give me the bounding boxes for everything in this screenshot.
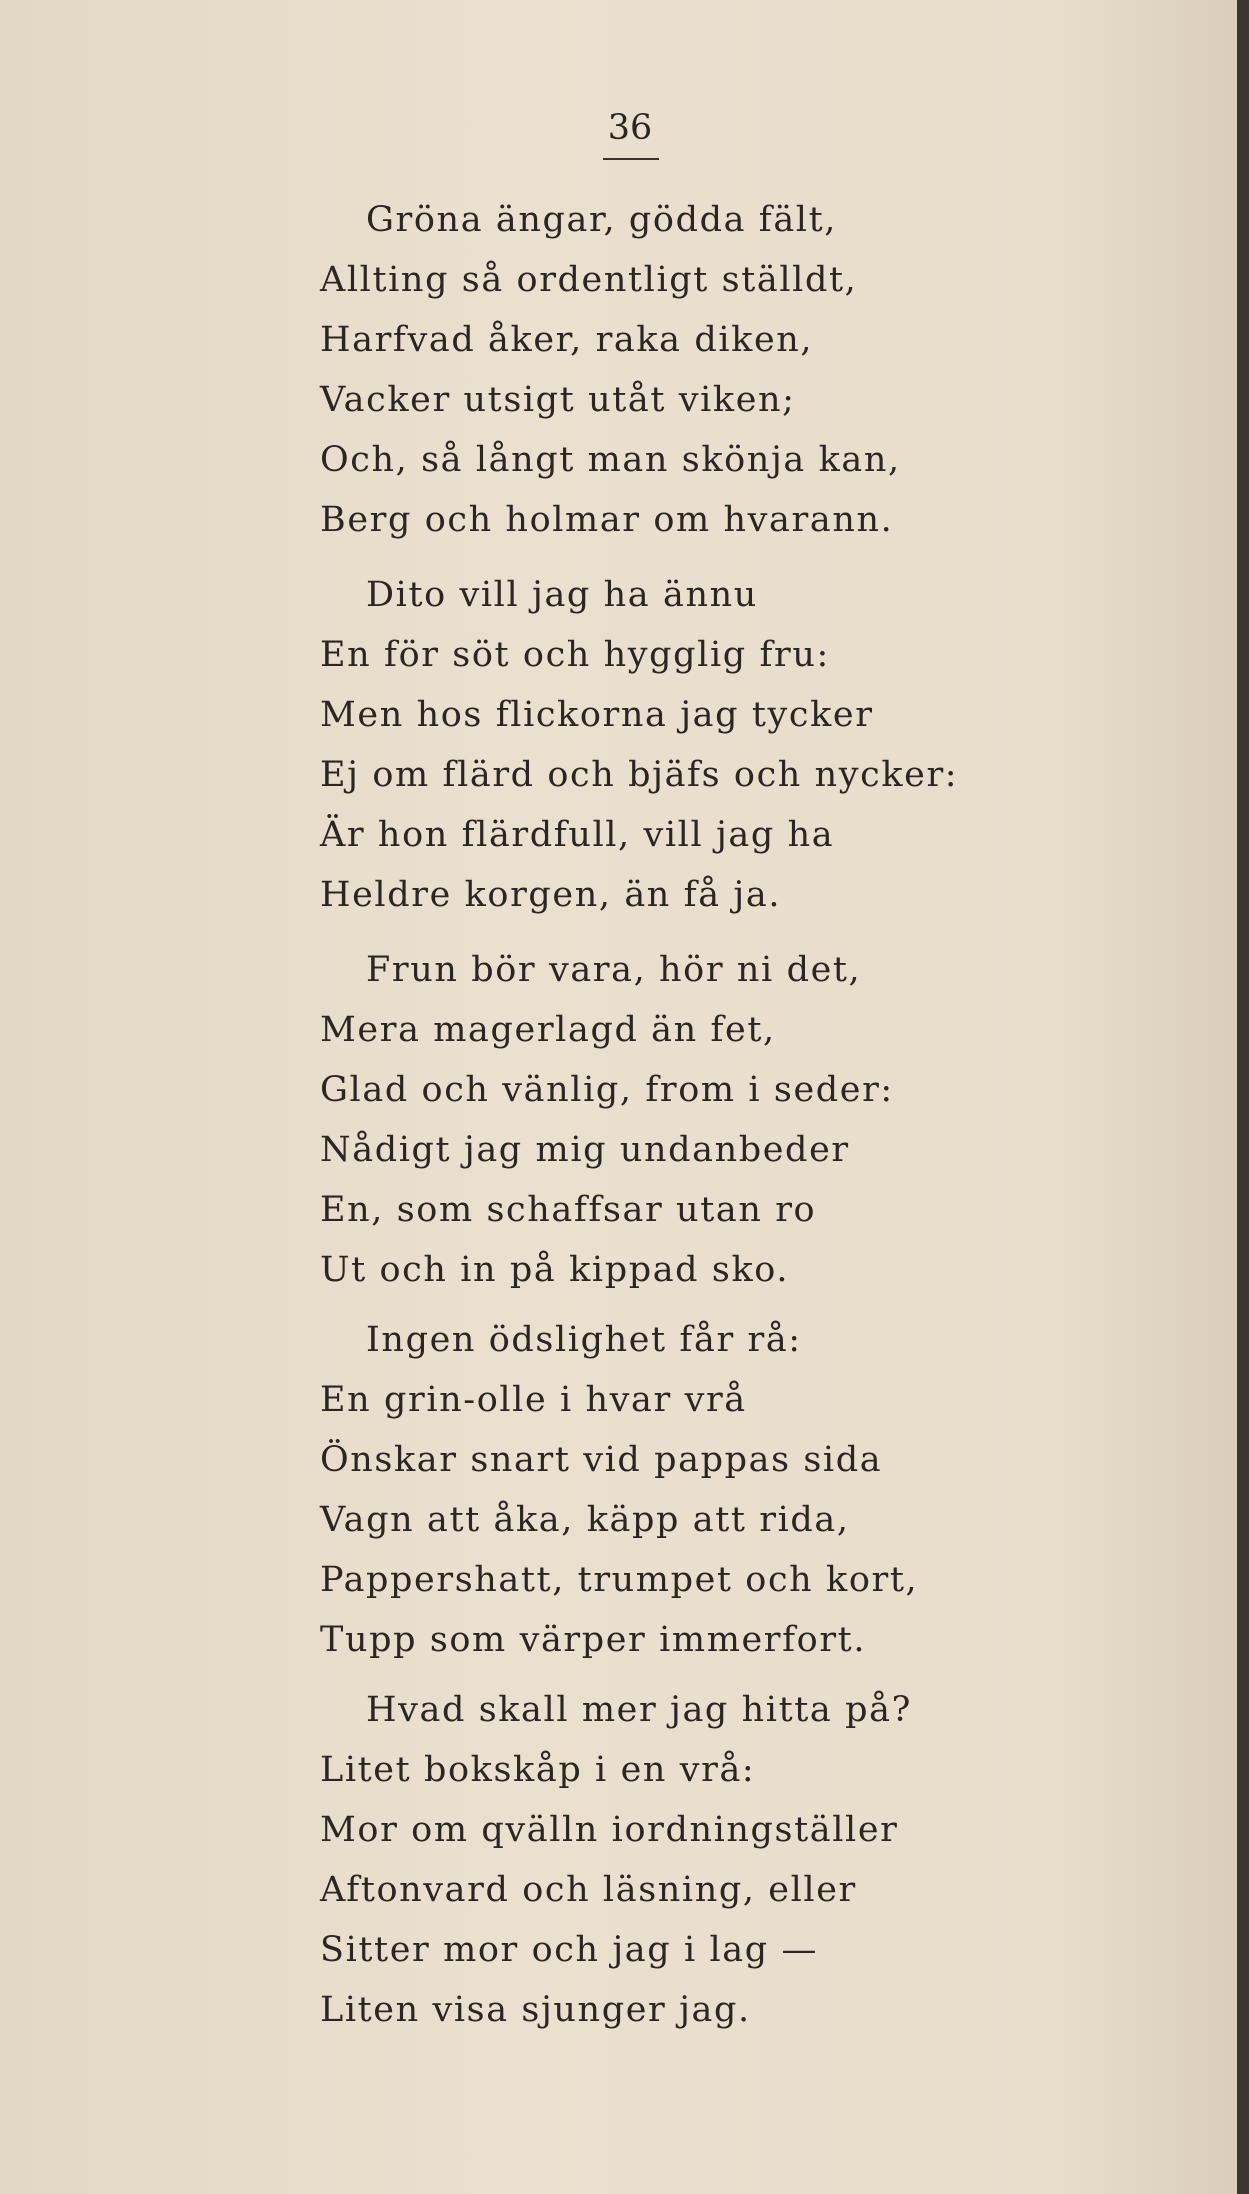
poem-line: Liten visa sjunger jag. xyxy=(320,1990,751,2030)
page-number-rule xyxy=(603,158,659,160)
poem-line: Heldre korgen, än få ja. xyxy=(320,875,782,915)
poem-line: Aftonvard och läsning, eller xyxy=(320,1870,857,1910)
poem-line: Önskar snart vid pappas sida xyxy=(320,1440,883,1480)
poem-line: Nådigt jag mig undanbeder xyxy=(320,1130,850,1170)
stanza-4 xyxy=(320,1310,960,1670)
poem-line: Vagn att åka, käpp att rida, xyxy=(320,1500,850,1540)
poem-line: Och, så långt man skönja kan, xyxy=(320,440,901,480)
poem-line: Vacker utsigt utåt viken; xyxy=(320,380,796,420)
stanza-5 xyxy=(320,1680,960,2040)
poem-line: Glad och vänlig, from i seder: xyxy=(320,1070,894,1110)
poem-line: Hvad skall mer jag hitta på? xyxy=(366,1690,912,1730)
poem-line: Mera magerlagd än fet, xyxy=(320,1010,776,1050)
poem-line: Är hon flärdfull, vill jag ha xyxy=(320,815,835,855)
stanza-1 xyxy=(320,190,960,550)
poem-line: Ingen ödslighet får rå: xyxy=(366,1320,802,1360)
poem-line: Dito vill jag ha ännu xyxy=(366,575,758,615)
poem-line: Pappershatt, trumpet och kort, xyxy=(320,1560,919,1600)
poem-line: Harfvad åker, raka diken, xyxy=(320,320,814,360)
poem-line: En grin-olle i hvar vrå xyxy=(320,1380,747,1420)
poem-line: Berg och holmar om hvarann. xyxy=(320,500,894,540)
poem-line: En för söt och hygglig fru: xyxy=(320,635,830,675)
poem-line: Gröna ängar, gödda fält, xyxy=(366,200,837,240)
stanza-3 xyxy=(320,940,960,1300)
poem-line: Sitter mor och jag i lag — xyxy=(320,1930,819,1970)
poem-line: En, som schaffsar utan ro xyxy=(320,1190,817,1230)
page-edge xyxy=(1237,0,1249,2194)
poem-line: Tupp som värper immerfort. xyxy=(320,1620,867,1660)
poem-line: Ut och in på kippad sko. xyxy=(320,1250,790,1290)
poem-line: Litet bokskåp i en vrå: xyxy=(320,1750,756,1790)
poem-line: Men hos flickorna jag tycker xyxy=(320,695,874,735)
stanza-2 xyxy=(320,565,960,925)
page-number: 36 xyxy=(607,108,653,148)
poem-line: Allting så ordentligt ställdt, xyxy=(320,260,858,300)
poem-line: Ej om flärd och bjäfs och nycker: xyxy=(320,755,959,795)
poem-line: Frun bör vara, hör ni det, xyxy=(366,950,862,990)
poem-line: Mor om qvälln iordningställer xyxy=(320,1810,899,1850)
